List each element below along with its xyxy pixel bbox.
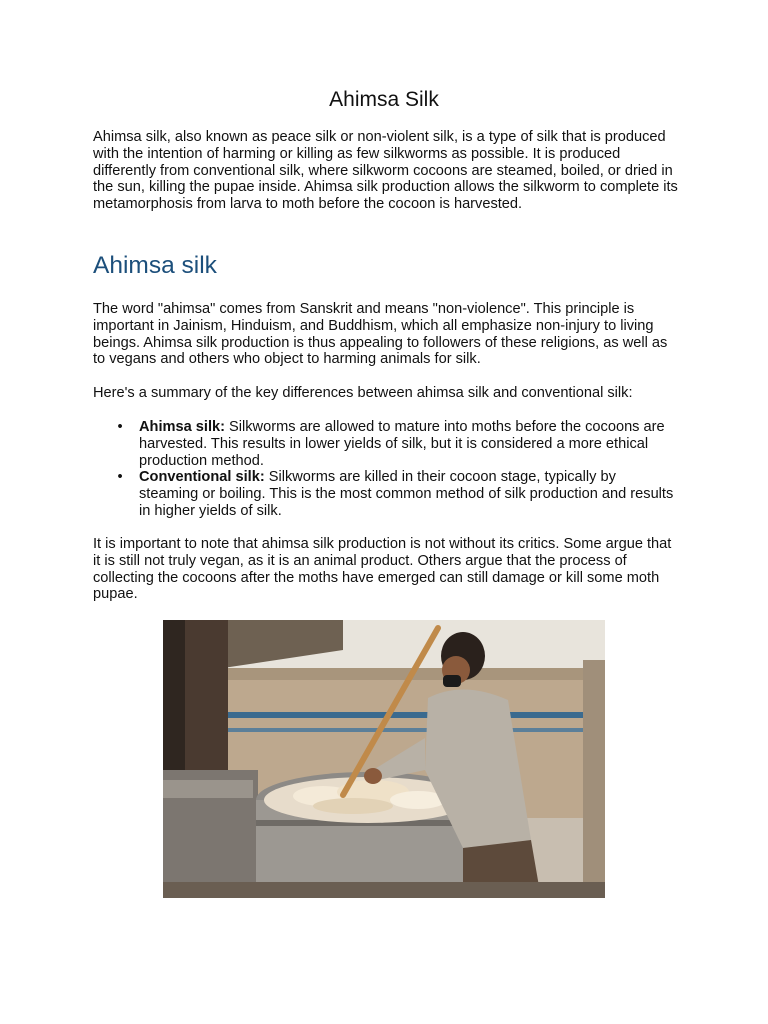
ahimsa-meaning-paragraph: The word "ahimsa" comes from Sanskrit and means "non-violence". This principle is important in Jainism, Hinduism, and Buddhism, which all emphasize non-injury to living beings. Ahimsa silk production is thus appealing to followers of these religions, as well as to vegans and others who object to harming animals for silk. bbox=[93, 301, 668, 368]
list-item-term: Conventional silk: bbox=[139, 469, 265, 486]
intro-paragraph: Ahimsa silk, also known as peace silk or non-violent silk, is a type of silk that is produced with the intention of harming or killing as few silkworms as possible. It is produced differently from conventional silk, where silkworm cocoons are steamed, boiled, or dried in the sun, killing the pupae inside. Ahimsa silk production allows the silkworm to complete its metamorphosis from larva to moth before the cocoon is harvested. bbox=[93, 129, 678, 213]
photo-illustration bbox=[163, 620, 605, 898]
list-item-conventional bbox=[93, 469, 678, 519]
summary-lead-paragraph: Here's a summary of the key differences between ahimsa silk and conventional silk: bbox=[93, 385, 633, 401]
list-item-ahimsa bbox=[93, 419, 678, 469]
bullet-icon: • bbox=[117, 419, 123, 435]
criticism-paragraph: It is important to note that ahimsa silk production is not without its critics. Some argue that it is still not truly vegan, as it is an animal product. Others argue that the process of collecting the cocoons after the moths have emerged can still damage or kill some moth pupae. bbox=[93, 536, 672, 603]
differences-list bbox=[93, 419, 678, 520]
silk-boiling-photo bbox=[163, 620, 605, 898]
list-item-text: Silkworms are killed in their cocoon stage, typically by steaming or boiling. This is the most common method of silk production and results in higher yields of silk. bbox=[139, 469, 674, 519]
list-item-text: Silkworms are allowed to mature into moths before the cocoons are harvested. This results in lower yields of silk, but it is considered a more ethical production method. bbox=[139, 419, 665, 469]
bullet-icon: • bbox=[117, 469, 123, 486]
section-heading: Ahimsa silk bbox=[93, 252, 217, 279]
list-item-term: Ahimsa silk: bbox=[139, 419, 225, 435]
document-title: Ahimsa Silk bbox=[329, 88, 439, 111]
